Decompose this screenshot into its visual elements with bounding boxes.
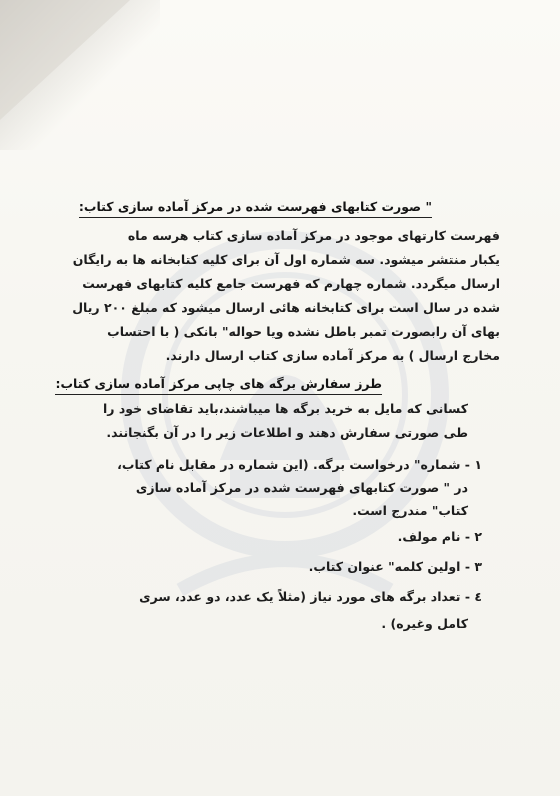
list-item-line: در " صورت کتابهای فهرست شده در مرکز آماده سازی	[135, 480, 468, 495]
paragraph-line: یکبار منتشر میشود. سه شماره اول آن برای کلیه کتابخانه ها به رایگان	[72, 252, 500, 267]
paragraph-line: طی صورتی سفارش دهند و اطلاعات زیر را در آن بگنجانند.	[106, 425, 468, 440]
list-item-line: کامل وغیره) .	[381, 616, 468, 631]
folded-corner	[0, 0, 130, 120]
order-requirements-list	[62, 453, 482, 635]
list-item-line: ۱ - شماره" درخواست برگه. (این شماره در مقابل نام کتاب،	[117, 457, 482, 472]
paragraph-line: فهرست کارتهای موجود در مرکز آماده سازی کتاب هرسه ماه	[127, 228, 500, 243]
list-item-line: ۲ - نام مولف.	[397, 529, 482, 544]
list-item-line: ٤ - تعداد برگه های مورد نیاز (مثلاً یک عدد، دو عدد، سری	[139, 589, 482, 604]
paragraph-line: ارسال میگردد. شماره چهارم که فهرست جامع کلیه کتابهای فهرست	[82, 276, 500, 291]
paragraph-line: بهای آن رابصورت تمبر باطل نشده ویا حواله" بانکی ( با احتساب	[107, 324, 500, 339]
paragraph-line: شده در سال است برای کتابخانه هائی ارسال میشود که مبلغ ۲۰۰ ریال	[72, 300, 500, 315]
list-item-line: کتاب" مندرج است.	[352, 503, 468, 518]
paragraph-line: کسانی که مایل به خرید برگه ها میباشند،باید تقاضای خود را	[103, 401, 468, 416]
section-catalog-list-body	[60, 224, 500, 368]
section-ordering-body	[68, 397, 468, 445]
list-item-line: ۳ - اولین کلمه" عنوان کتاب.	[308, 559, 482, 574]
section-heading-ordering: طرز سفارش برگه های چاپی مرکز آماده سازی کتاب:	[55, 375, 382, 395]
section-heading-catalog-list: " صورت کتابهای فهرست شده در مرکز آماده سازی کتاب:	[79, 198, 432, 218]
paragraph-line: مخارج ارسال ) به مرکز آماده سازی کتاب ارسال دارند.	[165, 348, 500, 363]
